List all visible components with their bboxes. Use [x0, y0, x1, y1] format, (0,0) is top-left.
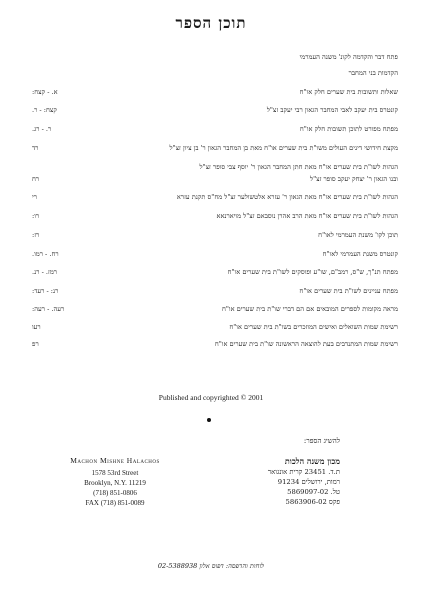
toc-entry-text: הגהות לשו"ת בית שערים או"ח מאת הרב אהרן נוסבאם זצ"ל מויארנאא	[216, 212, 398, 220]
toc-entry-page: רעו	[32, 323, 41, 331]
toc-row	[32, 172, 398, 186]
publisher-phone: (718) 851-0806	[93, 489, 137, 497]
publisher-address-english	[40, 456, 190, 508]
toc-row	[32, 302, 398, 316]
toc-entry-text: הגהות לשו"ת בית שערים או"ח מאת הגאון ר' עזרא אלטשולער זצ"ל מח"ס תקנת עזרא	[176, 193, 398, 201]
publisher-city-he: רמות, ירושלים 91234	[277, 478, 340, 486]
toc-entry-text: רשימת שמות השואלים ואישים המוזכרים בשו"ת בית שערים או"ח	[229, 323, 398, 331]
toc-row	[32, 284, 398, 298]
toc-entry-page: רנ: - רעד:	[32, 287, 59, 295]
toc-entry-text: מקצת חידושי דינים העולים משו"ת בית שערים או"ח מאת בן המחבר הגאון ר' בן ציון זצ"ל	[169, 144, 398, 152]
toc-entry-text: רשימת שמות המתנדבים בעת להוצאה הראשונה שו"ת בית שערים או"ח	[214, 340, 398, 348]
toc-entry-page: קצח: - ר.	[32, 106, 57, 114]
toc-row	[32, 265, 398, 279]
toc-entry-text: הגהות לשו"ת בית שערים או"ח מאת חתן המחבר הגאון ר' יוסף צבי סופר זצ"ל	[199, 163, 398, 171]
order-label: להשיג הספר:	[303, 437, 340, 445]
toc-row	[32, 103, 398, 117]
copyright-notice: Published and copyrighted © 2001	[158, 393, 264, 402]
toc-entry-text: מפתח מפורט לתוכן תשובות חלק או"ח	[299, 125, 398, 133]
publisher-address-hebrew	[236, 456, 340, 507]
toc-row	[32, 190, 398, 204]
toc-entry-page: רד	[32, 144, 39, 152]
toc-entry-text: קונטרס בית יעקב לאבי המחבר הגאון רבי יעקב זצ"ל	[266, 106, 398, 114]
publisher-street: 1578 53rd Street	[91, 469, 139, 477]
toc-entry-text: מראה מקומות לספרים המובאים אם הם דברי שו"ת בית שערים או"ח	[221, 305, 398, 313]
toc-entry-text: פתח דבר והקדמה לקונ' משנה העמרמי	[299, 53, 398, 61]
toc-entry-page: רח. - רמו.	[32, 250, 59, 258]
toc-entry-page: א. - קצח:	[32, 88, 58, 96]
toc-row	[32, 337, 398, 351]
publisher-name-he: מכון משנה הלכות	[284, 456, 340, 466]
toc-entry-page: רח	[32, 175, 40, 183]
publisher-name-en: Machon Mishne Halachos	[70, 456, 160, 465]
toc-entry-page: רו:	[32, 212, 40, 220]
publisher-fax: FAX (718) 851-0089	[85, 499, 145, 507]
publisher-city: Brooklyn, N.Y. 11219	[84, 479, 146, 487]
toc-entry-page: רי	[32, 193, 37, 201]
table-of-contents	[0, 50, 422, 348]
page-title: תוכן הספר	[175, 14, 247, 32]
printer-credit: לוחות והדפסה: דפוס אלון 02-5388938	[157, 562, 265, 570]
toc-entry-text: שאלות ותשובות בית שערים חלק או"ח	[299, 88, 398, 96]
toc-row	[32, 209, 398, 223]
toc-row	[32, 320, 398, 334]
toc-entry-page: רמז. - רנ.	[32, 268, 57, 276]
toc-entry-page: רעה. - רעה:	[32, 305, 65, 313]
toc-row	[32, 50, 398, 64]
toc-entry-text: קונטרס משנת העמרמי לאו"ח	[322, 250, 398, 258]
toc-row	[32, 85, 398, 99]
toc-entry-text: מפתח תנ"ך, ש"ס, רמב"ם, שו"ע ופוסקים לשו"ת בית שערים או"ח	[227, 268, 398, 276]
toc-entry-page: רפ	[32, 340, 39, 348]
toc-entry-text: מפתח עניינים לשו"ת בית שערים או"ח	[299, 287, 398, 295]
toc-entry-text: תוכן לקו' משנת העמרמי לאו"ח	[318, 231, 398, 239]
bullet-dot	[207, 418, 211, 422]
publisher-fax-he: פקס 5863906-02	[285, 498, 340, 506]
toc-entry-page: ר. - רג.	[32, 125, 52, 133]
publisher-phone-he: טל. 5869097-02	[287, 488, 340, 496]
toc-row	[32, 66, 398, 80]
toc-entry-text: ובנו הגאון ר' יצחק יעקב סופר זצ"ל	[310, 175, 398, 183]
toc-entry-page: רז:	[32, 231, 40, 239]
toc-row	[32, 247, 398, 261]
toc-entry-text: הקדמות בני המחבר	[348, 69, 398, 77]
toc-row	[32, 141, 398, 155]
toc-row	[32, 228, 398, 242]
toc-row	[32, 122, 398, 136]
publisher-pobox-he: ת.ד. 23451 קרית אונגואר	[267, 468, 340, 476]
